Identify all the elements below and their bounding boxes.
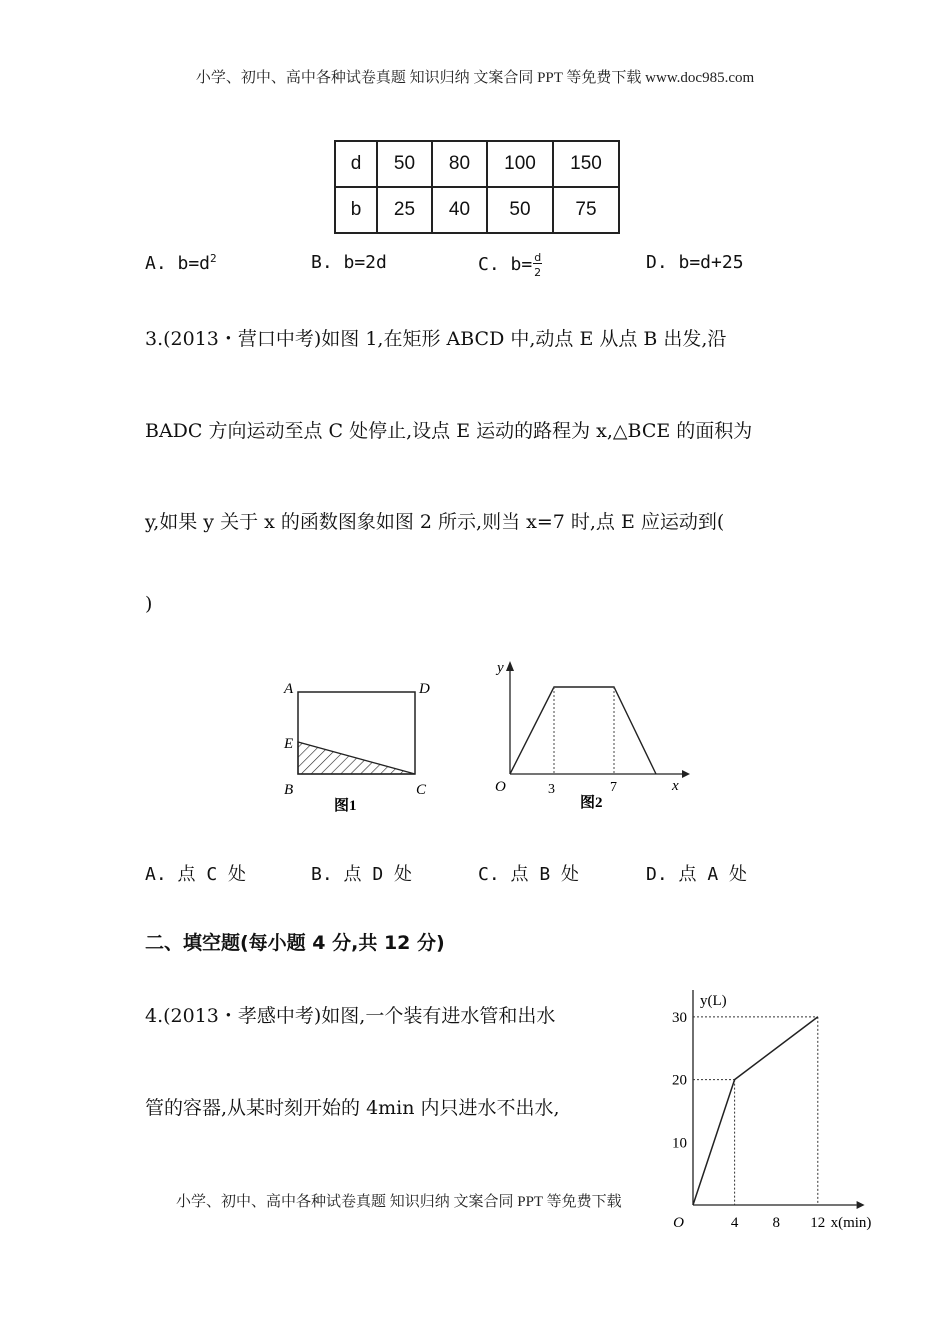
y-axis-label: y(L): [700, 993, 727, 1009]
q3-option-d: D. 点 A 处: [646, 864, 748, 885]
x-tick-label: 4: [730, 1215, 739, 1231]
origin-label: O: [673, 1215, 684, 1231]
triangle-bce: [298, 742, 415, 774]
series-line: [693, 1017, 818, 1205]
q2-option-a: [145, 252, 217, 274]
table-cell: 50: [487, 187, 553, 233]
section-title: 二、填空题(每小题 4 分,共 12 分): [145, 932, 445, 954]
data-table: [334, 140, 620, 234]
y-tick-label: 10: [672, 1135, 687, 1152]
trapezoid-curve: [510, 687, 656, 774]
q3-line-1: 3.(2013・营口中考)如图 1,在矩形 ABCD 中,动点 E 从点 B 出发,沿: [145, 328, 727, 350]
origin-label: O: [495, 779, 506, 795]
q4-line-chart: [660, 990, 900, 1235]
x-axis-arrow: [857, 1201, 865, 1209]
q3-option-b: B. 点 D 处: [311, 864, 413, 885]
table-row-d: [335, 141, 619, 187]
q3-line-2: BADC 方向运动至点 C 处停止,设点 E 运动的路程为 x,△BCE 的面积为: [145, 420, 753, 442]
table-cell: 80: [432, 141, 487, 187]
q3-option-c: C. 点 B 处: [478, 864, 580, 885]
y-axis-arrow: [506, 661, 514, 671]
table-row-b: [335, 187, 619, 233]
q3-option-a: A. 点 C 处: [145, 864, 247, 885]
table-cell: 40: [432, 187, 487, 233]
tick-label-7: 7: [610, 780, 617, 795]
q2-option-c: [478, 252, 542, 278]
table-cell: 150: [553, 141, 619, 187]
page-footer: 小学、初中、高中各种试卷真题 知识归纳 文案合同 PPT 等免费下载: [176, 1194, 622, 1210]
q2-option-d: D. b=d+25: [646, 252, 744, 273]
label-b: B: [284, 782, 294, 798]
q3-line-4: ): [145, 593, 153, 615]
row-label: b: [335, 187, 377, 233]
y-tick-label: 20: [672, 1072, 687, 1089]
x-axis-arrow: [682, 770, 690, 778]
axis-label-x: x: [672, 778, 679, 794]
label-c: C: [416, 782, 427, 798]
figure-2-caption: 图2: [580, 795, 603, 811]
q4-line-2: 管的容器,从某时刻开始的 4min 内只进水不出水,: [145, 1097, 560, 1119]
label-e: E: [284, 736, 294, 752]
tick-label-3: 3: [548, 782, 555, 797]
label-d: D: [419, 681, 430, 697]
q2-option-b: B. b=2d: [311, 252, 387, 273]
q3-line-3: y,如果 y 关于 x 的函数图象如图 2 所示,则当 x=7 时,点 E 应运动到(: [145, 511, 725, 533]
page-header: 小学、初中、高中各种试卷真题 知识归纳 文案合同 PPT 等免费下载 www.doc985.com: [195, 70, 755, 86]
figure-2-graph: [490, 655, 695, 815]
figure-1-caption: 图1: [334, 798, 357, 814]
option-text: A. b=d: [145, 253, 211, 274]
y-tick-label: 30: [672, 1009, 687, 1026]
option-text: C. b=: [478, 254, 533, 275]
figure-1-rectangle: [276, 670, 436, 815]
x-axis-label: x(min): [830, 1215, 872, 1231]
table-cell: 25: [377, 187, 432, 233]
table-cell: 100: [487, 141, 553, 187]
table-cell: 50: [377, 141, 432, 187]
superscript: 2: [210, 252, 217, 265]
fraction-numerator: d: [534, 251, 542, 264]
x-tick-label: 8: [772, 1215, 780, 1231]
axis-label-y: y: [497, 660, 504, 676]
label-a: A: [284, 681, 294, 697]
fraction: [533, 252, 542, 278]
q4-line-1: 4.(2013・孝感中考)如图,一个装有进水管和出水: [145, 1005, 556, 1027]
x-tick-label: 12: [810, 1215, 826, 1231]
table-cell: 75: [553, 187, 619, 233]
fraction-denominator: 2: [534, 266, 542, 279]
row-label: d: [335, 141, 377, 187]
